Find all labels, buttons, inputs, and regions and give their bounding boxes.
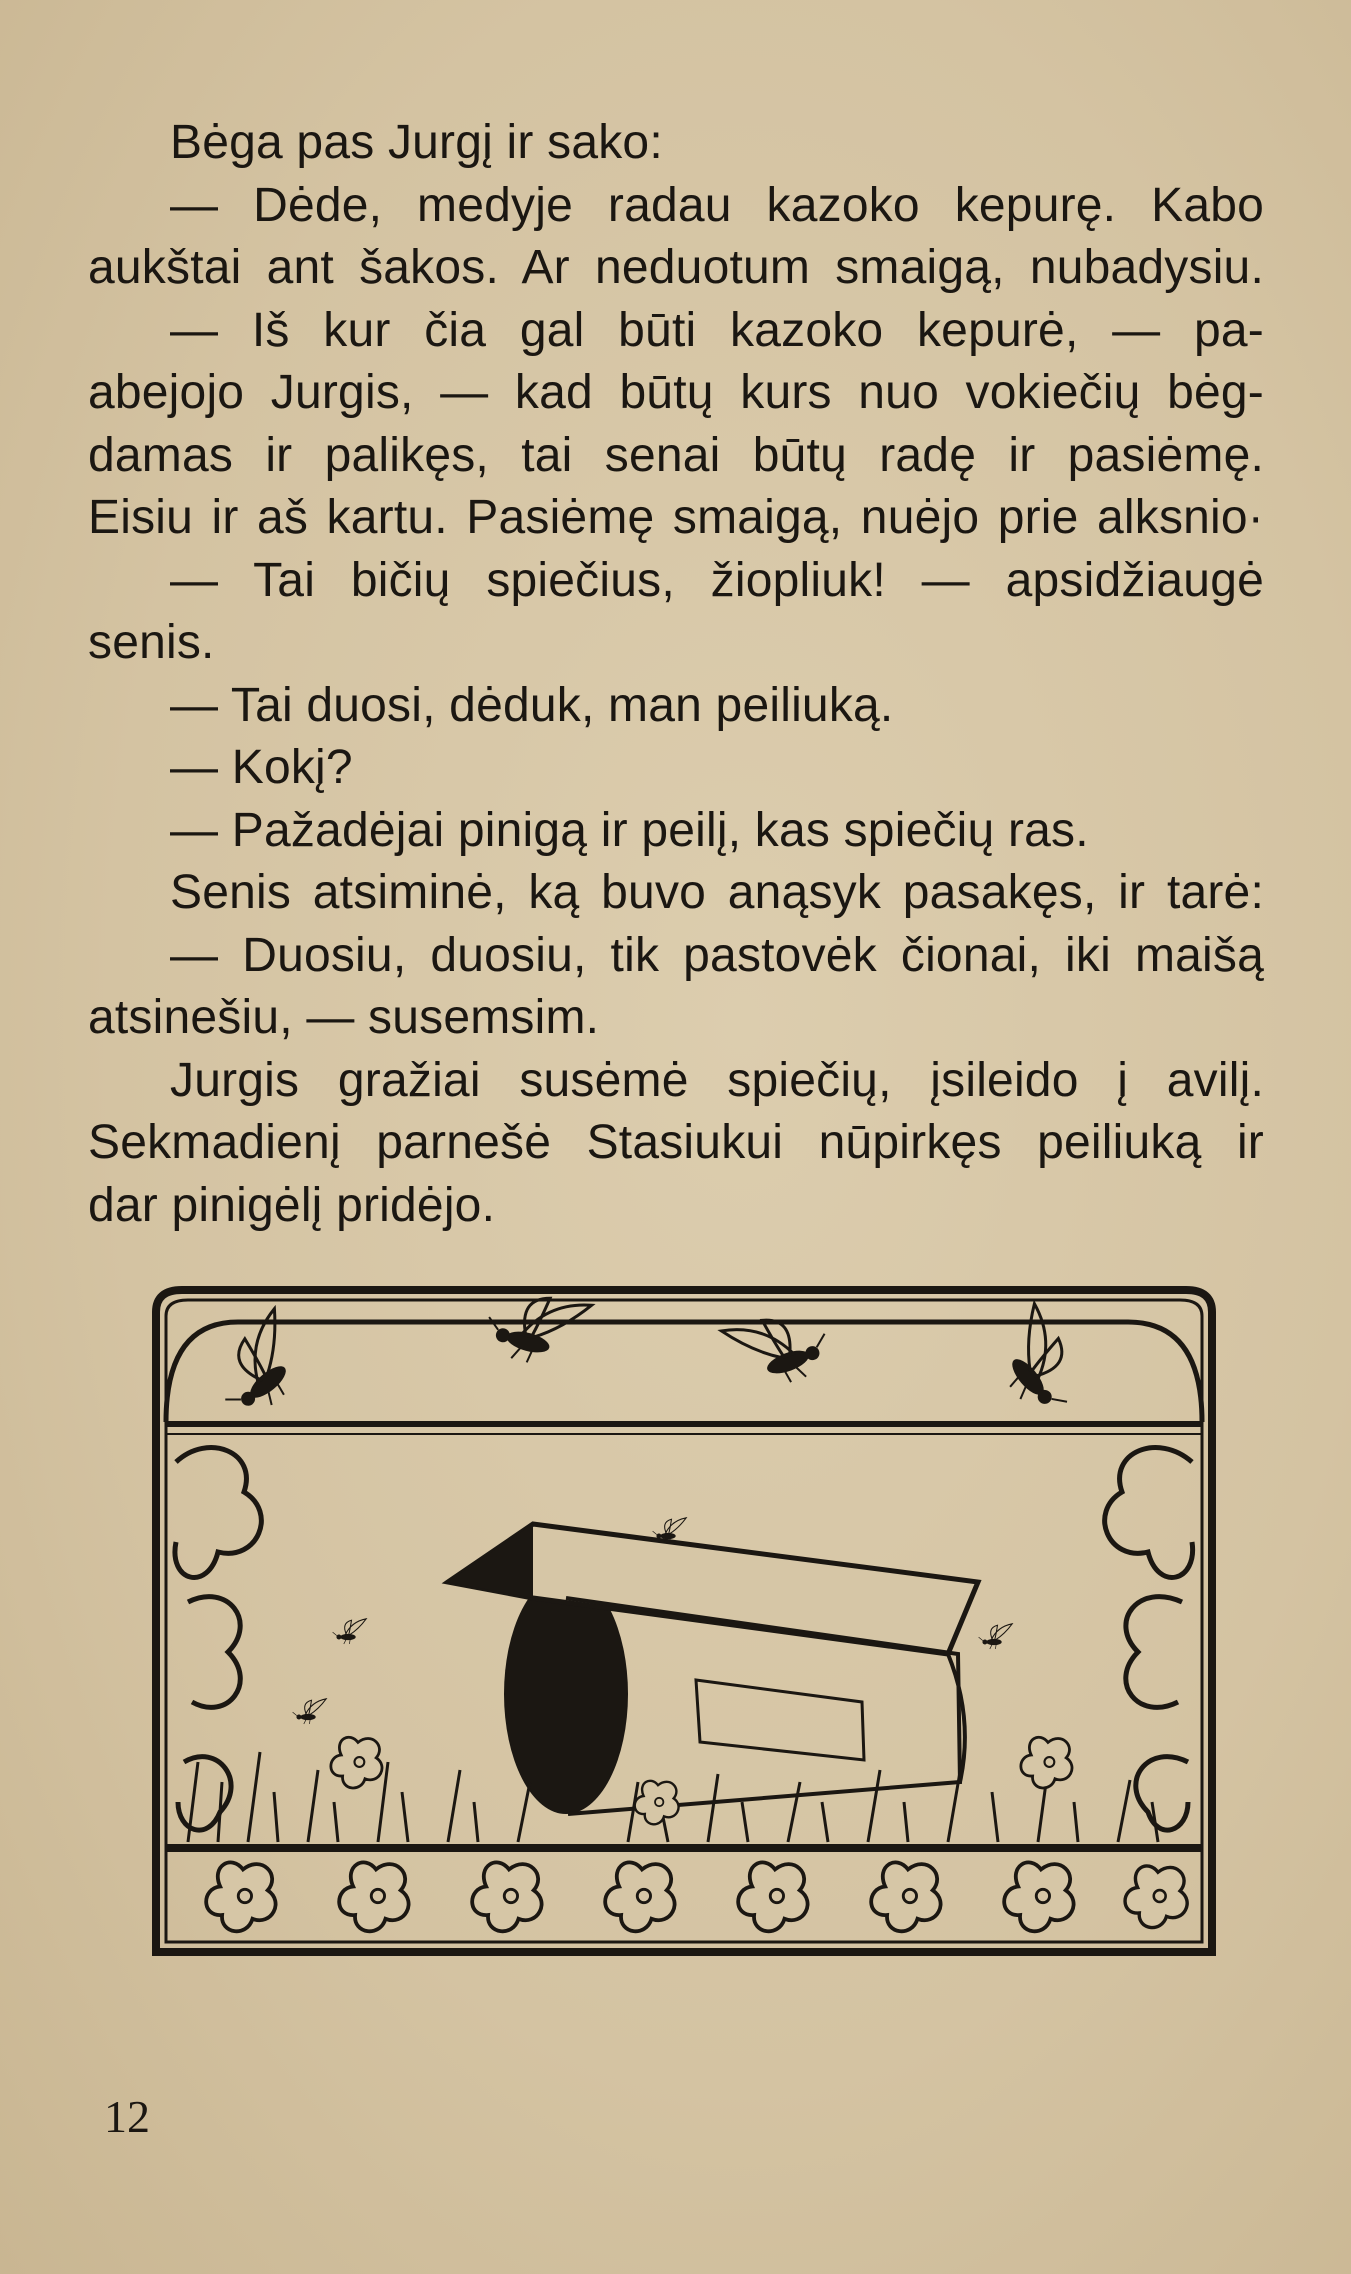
text-line: Jurgis gražiai susėmė spiečių, įsileido į avilį. (170, 1053, 1264, 1107)
text-line: — Iš kur čia gal būti kazoko kepurė, — pa- (170, 303, 1264, 357)
text-line: abejojo Jurgis, — kad būtų kurs nuo vokiečių bėg- (88, 366, 1264, 419)
text-line: Eisiu ir aš kartu. Pasiėmę smaigą, nuėjo prie alksnio· (88, 491, 1264, 544)
text-line: — Tai bičių spiečius, žiopliuk! — apsidžiaugė (170, 553, 1264, 607)
text-line: Senis atsiminė, ką buvo anąsyk pasakęs, ir tarė: (170, 866, 1264, 919)
text-line: — Dėde, medyje radau kazoko kepurę. Kabo (170, 178, 1264, 232)
text-line: Sekmadienį parnešė Stasiukui nūpirkęs peiliuką ir (88, 1116, 1264, 1169)
beehive-illustration (148, 1282, 1220, 1960)
text-line: aukštai ant šakos. Ar neduotum smaigą, nubadysiu. (88, 241, 1264, 294)
text-line: Bėga pas Jurgį ir sako: (170, 116, 663, 169)
text-line: — Pažadėjai pinigą ir peilį, kas spiečių ras. (170, 803, 1089, 857)
text-line: — Kokį? (170, 741, 353, 794)
text-line: — Duosiu, duosiu, tik pastovėk čionai, iki maišą (170, 928, 1264, 982)
text-line: dar pinigėlį pridėjo. (88, 1178, 496, 1232)
story-text (88, 112, 1264, 1237)
page-number: 12 (104, 2091, 150, 2142)
text-line: damas ir palikęs, tai senai būtų radę ir pasiėmę. (88, 428, 1264, 482)
text-line: atsinešiu, — susemsim. (88, 991, 600, 1044)
text-line: senis. (88, 616, 215, 669)
text-line: — Tai duosi, dėduk, man peiliuką. (170, 678, 894, 732)
